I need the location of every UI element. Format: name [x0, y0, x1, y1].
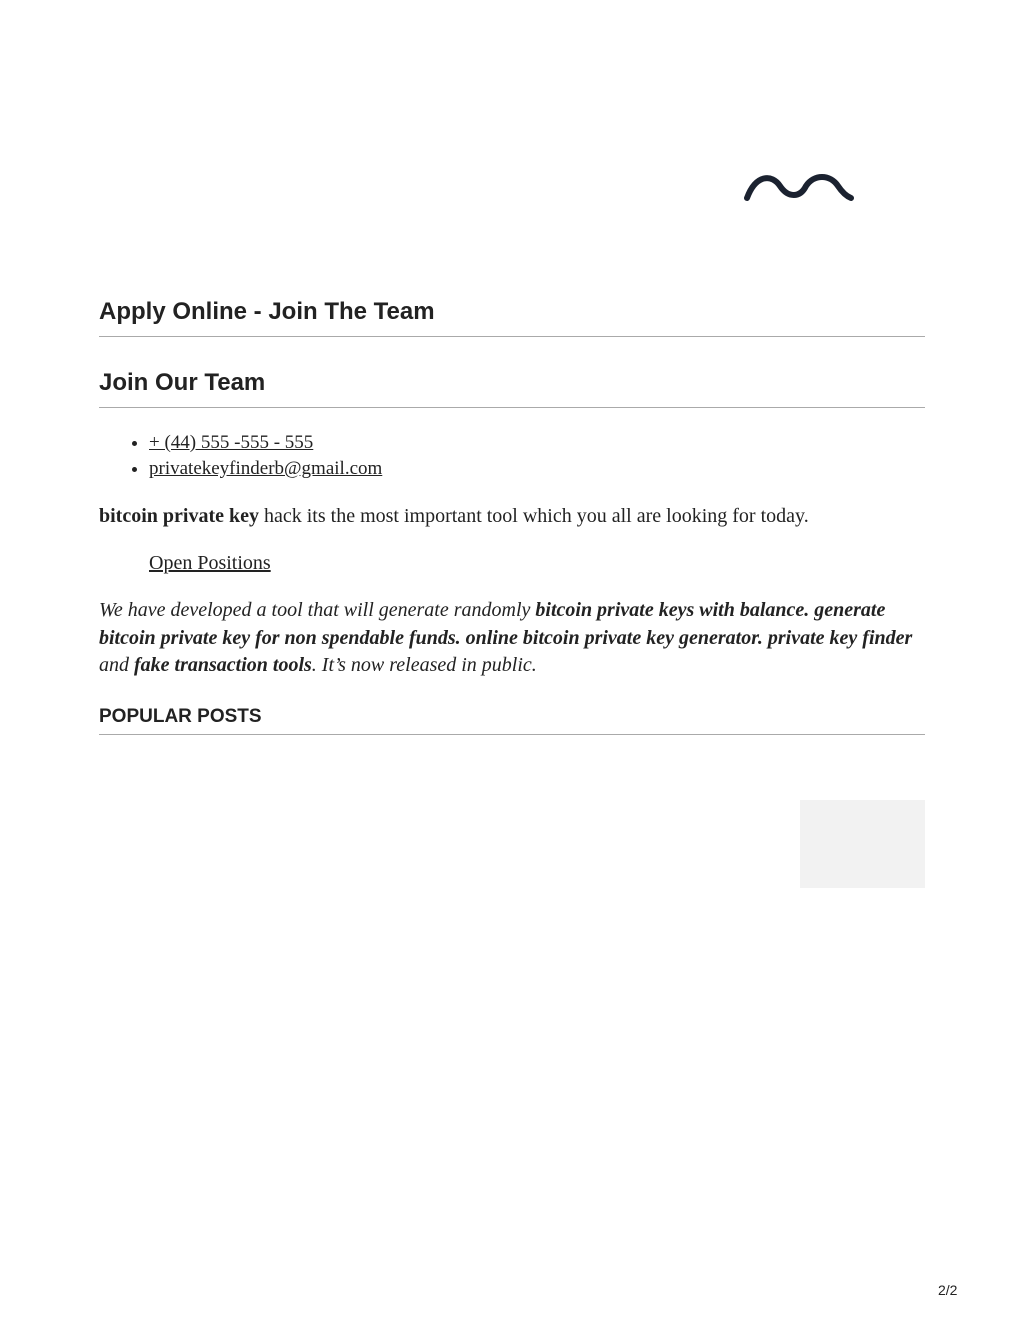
email-link[interactable]: privatekeyfinderb@gmail.com: [149, 458, 383, 479]
open-positions-paragraph: [149, 549, 925, 577]
main-content: [99, 296, 925, 735]
list-item: [149, 430, 925, 456]
description-bold-2: fake transaction tools: [134, 654, 312, 677]
apply-online-heading: Apply Online - Join The Team: [99, 296, 925, 337]
description-bold-1: bitcoin private keys with balance. generate bitcoin private key for non spendable funds. online bitcoin private key generator. private key finder: [99, 599, 913, 649]
open-positions-link[interactable]: Open Positions: [149, 552, 271, 574]
join-our-team-heading: Join Our Team: [99, 367, 925, 408]
description-paragraph: [99, 597, 925, 680]
contact-list: [99, 430, 925, 482]
wave-logo-icon: [742, 166, 856, 206]
description-text-1: We have developed a tool that will generate randomly: [99, 599, 536, 621]
popular-posts-heading: POPULAR POSTS: [99, 705, 925, 735]
description-text-3: . It’s now released in public.: [311, 654, 537, 677]
phone-link[interactable]: + (44) 555 -555 - 555: [149, 432, 314, 453]
description-text-2: and: [99, 654, 134, 677]
post-thumbnail[interactable]: [800, 800, 925, 888]
intro-bold-text: bitcoin private key: [99, 505, 259, 527]
page-number: 2/2: [938, 1282, 958, 1298]
intro-text: hack its the most important tool which you all are looking for today.: [259, 505, 809, 527]
intro-paragraph: [99, 502, 925, 530]
list-item: [149, 456, 925, 482]
